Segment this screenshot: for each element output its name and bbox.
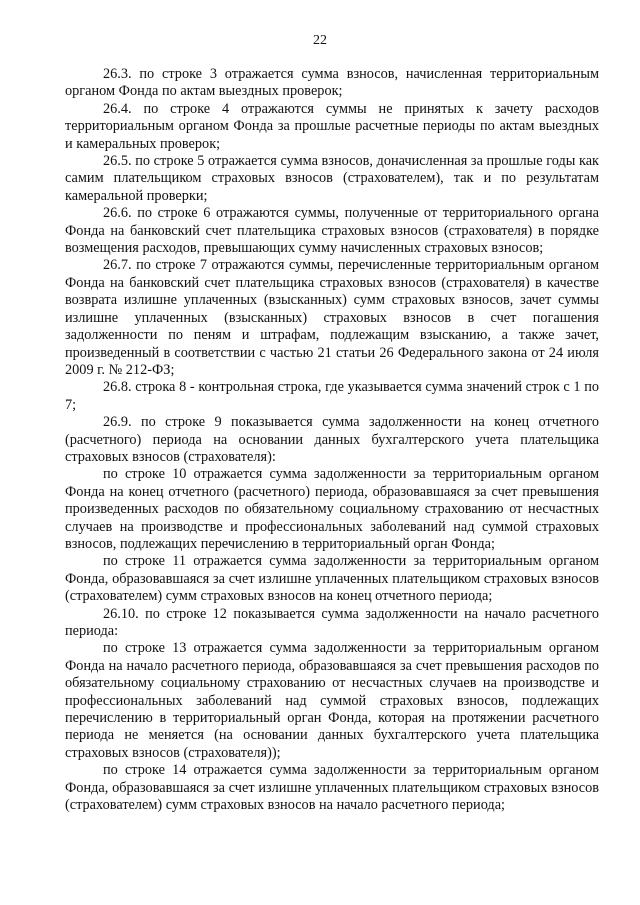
paragraph-26-10: 26.10. по строке 12 показывается сумма задолженности на начало расчетного периода: xyxy=(65,605,599,639)
paragraph-26-9: 26.9. по строке 9 показывается сумма задолженности на конец отчетного (расчетного) периода на основании данных бухгалтерского учета плательщика страховых взносов (страхователя): xyxy=(65,414,599,465)
paragraph-26-3: 26.3. по строке 3 отражается сумма взносов, начисленная территориальным органом Фонда по актам выездных проверок; xyxy=(65,66,599,100)
paragraph-26-4: 26.4. по строке 4 отражаются суммы не принятых к зачету расходов территориальным органом Фонда за прошлые расчетные периоды по актам выездных и камеральных проверок; xyxy=(65,100,599,152)
document-body xyxy=(65,66,599,814)
paragraph-line-10: по строке 10 отражается сумма задолженности за территориальным органом Фонда на конец отчетного (расчетного) периода, образовавшаяся за счет превышения произведенных расходов по обязательному социальному страхованию от несчастных случаев на производстве и профессиональных заболеваний над суммой страховых взносов, подлежащих перечислению в территориальный орган Фонда; xyxy=(65,466,599,552)
paragraph-line-11: по строке 11 отражается сумма задолженности за территориальным органом Фонда, образовавшаяся за счет излишне уплаченных плательщиком страховых взносов (страхователем) сумм страховых взносов на конец отчетного периода; xyxy=(65,553,599,605)
paragraph-26-5: 26.5. по строке 5 отражается сумма взносов, доначисленная за прошлые годы как самим плательщиком страховых взносов (страхователем), так и по результатам камеральной проверки; xyxy=(65,153,599,204)
page-number: 22 xyxy=(313,33,327,48)
paragraph-line-14: по строке 14 отражается сумма задолженности за территориальным органом Фонда, образовавшаяся за счет излишне уплаченных плательщиком страховых взносов (страхователем) сумм страховых взносов на начало расчетного периода; xyxy=(65,762,599,814)
paragraph-26-6: 26.6. по строке 6 отражаются суммы, полученные от территориального органа Фонда на банковский счет плательщика страховых взносов (страхователя) в порядке возмещения расходов, превышающих сумму начисленных страховых взносов; xyxy=(65,205,599,257)
paragraph-line-13: по строке 13 отражается сумма задолженности за территориальным органом Фонда на начало расчетного периода, образовавшаяся за счет превышения расходов по обязательному социальному страхованию от несчастных случаев на производстве и профессиональных заболеваний над суммой страховых взносов, подлежащих перечислению в территориальный орган Фонда, которая на протяжении расчетного периода не меняется (на основании данных бухгалтерского учета плательщика страховых взносов (страхователя)); xyxy=(65,640,599,761)
paragraph-26-8: 26.8. строка 8 - контрольная строка, где указывается сумма значений строк с 1 по 7; xyxy=(65,379,599,413)
paragraph-26-7: 26.7. по строке 7 отражаются суммы, перечисленные территориальным органом Фонда на банковский счет плательщика страховых взносов (страхователя) в качестве возврата излишне уплаченных (взысканных) сумм страховых взносов, зачет суммы излишне уплаченных (взысканных) страховых взносов в счет погашения задолженности по пеням и штрафам, подлежащим взысканию, а также зачет, произведенный в соответствии с частью 21 статьи 26 Федерального закона от 24 июля 2009 г. № 212-ФЗ; xyxy=(65,257,599,378)
